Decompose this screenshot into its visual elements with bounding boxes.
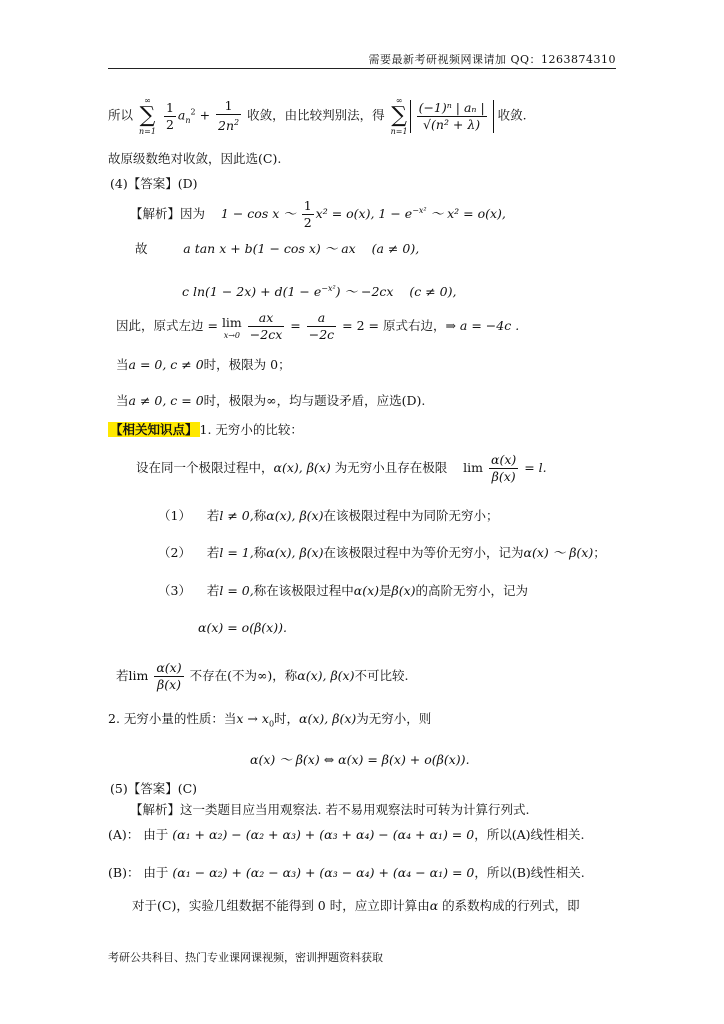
case-line-2: 当a ≠ 0, c = 0时，极限为∞，均与题设矛盾，应选(D).: [116, 393, 426, 408]
text: 所以: [108, 107, 134, 123]
equivalence-line-2: c $\ln(1 - 2x) + d(1 - e^{-x^2})$ ～ −2cx (c ≠ 0),: [182, 284, 457, 300]
property-heading: 2. 无穷小量的性质：当$x \to x_0$时，α(x), β(x)为无穷小，则: [108, 711, 432, 729]
header-rule: [108, 68, 616, 69]
little-o-formula: α(x) = o(β(x)).: [198, 620, 287, 635]
conclusion-line: 故原级数绝对收敛，因此选(C).: [108, 151, 282, 166]
knowledge-tag: 【相关知识点】: [110, 422, 198, 437]
equivalence-line-1: 故 a tan x + b(1 − cos x) ～ ax (a ≠ 0),: [135, 241, 420, 256]
answer-label-5: (5)【答案】(C): [110, 781, 198, 796]
line-series-comparison: 所以 ∞ ∑ n=1 $\frac{1}{2}$ $a_n^2$ + $\frac{1}{2n^2}$ 收敛，由比较判别法，得 ∞ ∑ n=1 $\frac{\text{(−1)ⁿ | aₙ |}}{\text{√(n² + λ)}}$ 收敛.: [108, 96, 527, 136]
sum-symbol: ∞ ∑ n=1: [390, 96, 408, 136]
analysis-line-5: 【解析】这一类题目应当用观察法. 若不易用观察法时可转为计算行列式.: [130, 802, 530, 817]
analysis-line: 【解析】因为 1 − cos x ～ $\frac{1}{2}$ x² = o(x), $1 - e^{-x^2}$ ～ x² = o(x),: [130, 198, 506, 230]
case-A: (A)： 由于 (α₁ + α₂) − (α₂ + α₃) + (α₃ + α₄) − (α₄ + α₁) = 0，所以(A)线性相关.: [108, 827, 585, 842]
case-C: 对于(C)，实验几组数据不能得到 0 时，应立即计算由α 的系数构成的行列式，即: [132, 898, 580, 913]
knowledge-point-heading: 【相关知识点】 1. 无穷小的比较：: [110, 422, 303, 437]
header-text: 需要最新考研视频网课请加 QQ：1263874310: [368, 53, 616, 66]
item-2: （2） 若l = 1,称α(x), β(x)在该极限过程中为等价无穷小，记为α(x) ～ β(x)；: [158, 545, 606, 560]
case-B: (B)： 由于 (α₁ − α₂) + (α₂ − α₃) + (α₃ − α₄) + (α₄ − α₁) = 0，所以(B)线性相关.: [108, 865, 585, 880]
fraction: $\frac{1}{2n^2}$: [218, 97, 240, 134]
item-1: （1） 若l ≠ 0,称α(x), β(x)在该极限过程中为同阶无穷小；: [158, 508, 499, 523]
absolute-value: $\frac{\text{(−1)ⁿ | aₙ |}}{\text{√(n² + λ)}}$: [410, 100, 494, 133]
case-line-1: 当a = 0, c ≠ 0时，极限为 0；: [116, 357, 291, 372]
definition-line: 设在同一个极限过程中，α(x), β(x) 为无穷小且存在极限 lim $\frac{\alpha(x)}{\beta(x)}$ = l.: [136, 452, 547, 484]
fraction: $\frac{1}{2}$: [165, 99, 174, 132]
equivalence-property: α(x) ～ β(x) ⇔ α(x) = β(x) + o(β(x)).: [250, 752, 470, 767]
sum-symbol: ∞ ∑ n=1: [139, 96, 156, 136]
incomparable-line: 若lim $\frac{\alpha(x)}{\beta(x)}$ 不存在(不为∞)，称α(x), β(x)不可比较.: [116, 660, 409, 692]
footer-text: 考研公共科目、热门专业课网课视频，密训押题资料获取: [108, 951, 383, 964]
item-3: （3） 若l = 0,称在该极限过程中α(x)是β(x)的高阶无穷小，记为: [158, 583, 529, 598]
limit-line: 因此，原式左边 = lim x→0 $\frac{ax}{-2cx}$ = $\frac{a}{-2c}$ = 2 = 原式右边，⇒ a = −4c .: [116, 310, 520, 342]
answer-label-4: (4)【答案】(D): [110, 176, 198, 191]
